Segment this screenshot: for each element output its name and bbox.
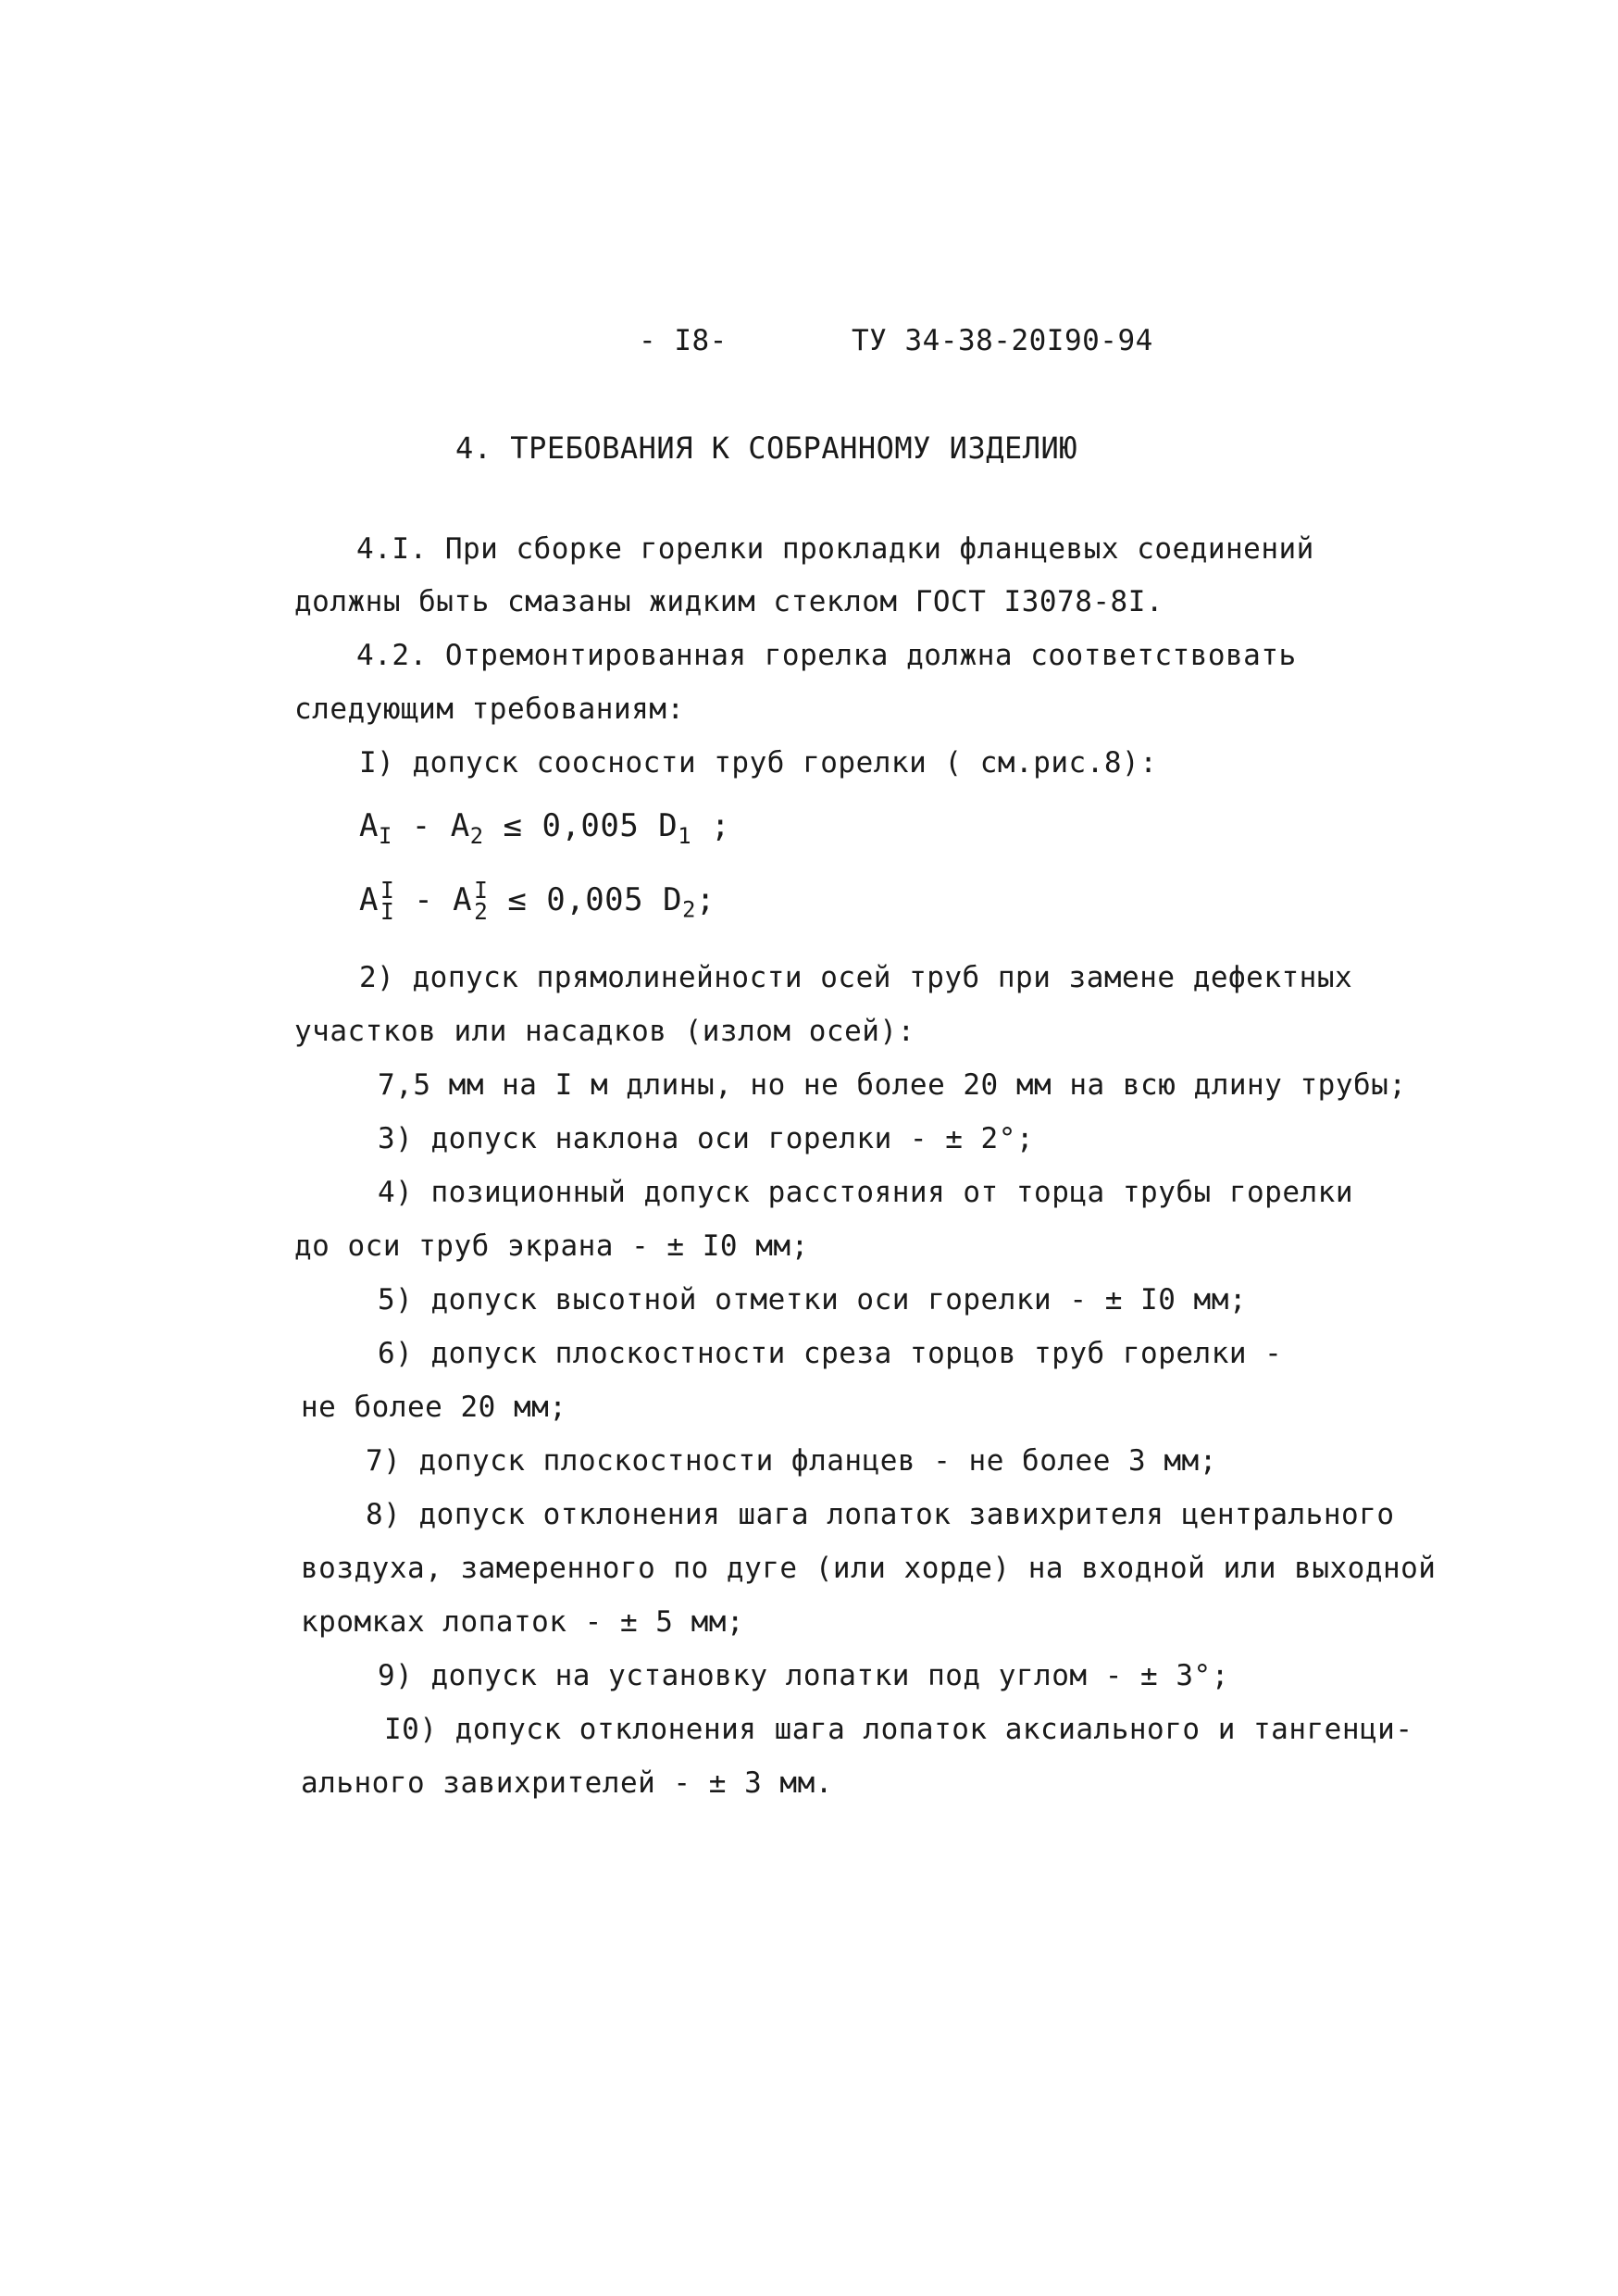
formula-index-stack xyxy=(474,877,489,926)
formula-text: - xyxy=(392,807,451,844)
list-item: не более 20 мм; xyxy=(301,1391,567,1424)
list-item: 3) допуск наклона оси горелки - ± 2°; xyxy=(378,1122,1035,1155)
formula-index-stack xyxy=(380,877,395,926)
formula-subscript: 2 xyxy=(474,898,489,926)
list-item: 9) допуск на установку лопатки под углом - ± 3°; xyxy=(378,1659,1229,1692)
section-title: 4. ТРЕБОВАНИЯ К СОБРАННОМУ ИЗДЕЛИЮ xyxy=(455,430,1078,466)
formula-subscript: I xyxy=(380,898,395,926)
formula-axial-1 xyxy=(359,807,730,849)
list-item: 7) допуск плоскостности фланцев - не более 3 мм; xyxy=(366,1444,1217,1478)
paragraph-line: следующим требованиям: xyxy=(294,693,685,726)
formula-text: ; xyxy=(691,807,731,844)
list-item: воздуха, замеренного по дуге (или хорде) на входной или выходной xyxy=(301,1552,1437,1585)
document-code: ТУ 34-38-20I90-94 xyxy=(852,324,1153,357)
formula-text: A xyxy=(453,880,473,918)
formula-text: A xyxy=(450,807,470,844)
formula-subscript: 2 xyxy=(469,822,484,849)
formula-axial-2 xyxy=(359,877,716,926)
list-item: 4) позиционный допуск расстояния от торца трубы горелки xyxy=(378,1176,1353,1209)
formula-subscript: 2 xyxy=(682,896,696,923)
paragraph-line: должны быть смазаны жидким стеклом ГОСТ I3078-8I. xyxy=(294,585,1164,618)
list-item: 6) допуск плоскостности среза торцов труб горелки - xyxy=(378,1337,1283,1370)
formula-subscript: 1 xyxy=(678,822,692,849)
formula-subscript: I xyxy=(378,822,392,849)
formula-text: ≤ 0,005 D xyxy=(488,880,683,918)
formula-text: ≤ 0,005 D xyxy=(483,807,678,844)
list-item: 2) допуск прямолинейности осей труб при замене дефектных xyxy=(359,961,1353,994)
formula-superscript: I xyxy=(474,877,489,904)
list-item: 8) допуск отклонения шага лопаток завихрителя центрального xyxy=(366,1498,1395,1531)
list-item: участков или насадков (излом осей): xyxy=(294,1015,915,1048)
formula-superscript: I xyxy=(380,877,395,904)
formula-text: ; xyxy=(695,880,716,918)
formula-text: A xyxy=(359,807,379,844)
paragraph-line: 4.2. Отремонтированная горелка должна соответствовать xyxy=(356,639,1297,672)
page-number: - I8- xyxy=(639,324,728,357)
list-item: кромках лопаток - ± 5 мм; xyxy=(301,1605,745,1639)
list-item: 5) допуск высотной отметки оси горелки - ± I0 мм; xyxy=(378,1283,1248,1316)
formula-text: A xyxy=(359,880,379,918)
paragraph-line: I) допуск соосности труб горелки ( см.рис.8): xyxy=(359,746,1158,780)
list-item: I0) допуск отклонения шага лопаток аксиального и тангенци- xyxy=(384,1713,1413,1746)
list-item: ального завихрителей - ± 3 мм. xyxy=(301,1766,833,1800)
list-item: до оси труб экрана - ± I0 мм; xyxy=(294,1229,809,1263)
list-item: 7,5 мм на I м длины, но не более 20 мм на всю длину трубы; xyxy=(378,1068,1407,1102)
formula-text: - xyxy=(394,880,454,918)
paragraph-line: 4.I. При сборке горелки прокладки фланцевых соединений xyxy=(356,532,1314,566)
